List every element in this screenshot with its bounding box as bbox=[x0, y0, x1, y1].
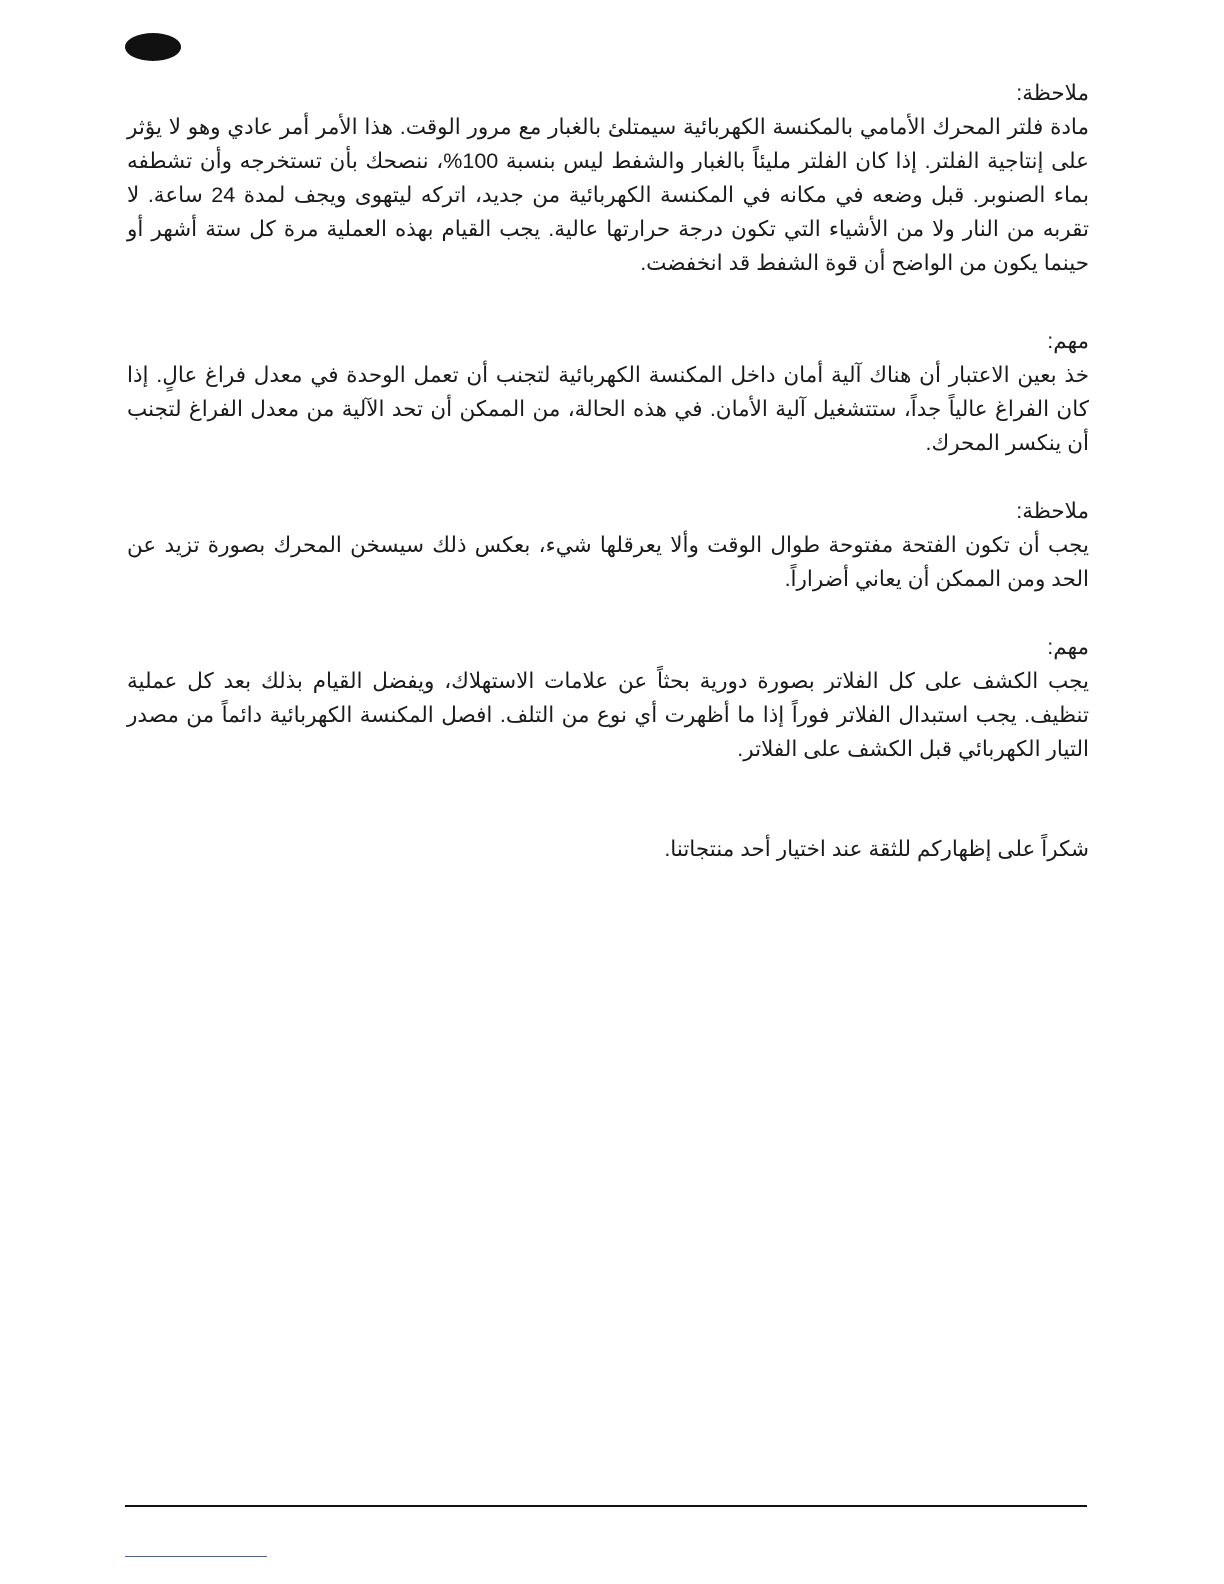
section-body: مادة فلتر المحرك الأمامي بالمكنسة الكهربائية سيمتلئ بالغبار مع مرور الوقت. هذا الأمر أمر عادي وهو لا يؤثر على إنتاجية الفلتر. إذا كان الفلتر مليئاً بالغبار والشفط ليس بنسبة 100%، ننصحك بأن تستخرجه وأن تشطفه بماء الصنوبر. قبل وضعه في مكانه في المكنسة الكهربائية من جديد، اتركه ليتهوى ويجف لمدة 24 ساعة. لا تقربه من النار ولا من الأشياء التي تكون درجة حرارتها عالية. يجب القيام بهذه العملية مرة كل ستة أشهر أو حينما يكون من الواضح أن قوة الشفط قد انخفضت. bbox=[127, 115, 1089, 275]
section-body: خذ بعين الاعتبار أن هناك آلية أمان داخل المكنسة الكهربائية لتجنب أن تعمل الوحدة في معدل فراغ عالٍ. إذا كان الفراغ عالياً جداً، ستتشغيل آلية الأمان. في هذه الحالة، من الممكن أن تحد الآلية من معدل الفراغ لتجنب أن ينكسر المحرك. bbox=[127, 363, 1089, 455]
footer-link-underline bbox=[125, 1556, 267, 1557]
section-body: يجب أن تكون الفتحة مفتوحة طوال الوقت وألا يعرقلها شيء، بعكس ذلك سيسخن المحرك بصورة تزيد عن الحد ومن الممكن أن يعاني أضراراً. bbox=[127, 533, 1089, 591]
section-heading: مهم: bbox=[1047, 635, 1089, 659]
closing-thanks: شكراً على إظهاركم للثقة عند اختيار أحد منتجاتنا. bbox=[664, 837, 1089, 861]
footer-divider bbox=[125, 1505, 1087, 1507]
manual-content bbox=[127, 76, 1089, 866]
important-section-safety bbox=[127, 324, 1089, 460]
note-section-filter bbox=[127, 76, 1089, 280]
section-body: يجب الكشف على كل الفلاتر بصورة دورية بحثاً عن علامات الاستهلاك، ويفضل القيام بذلك بعد كل عملية تنظيف. يجب استبدال الفلاتر فوراً إذا ما أظهرت أي نوع من التلف. افصل المكنسة الكهربائية دائماً من مصدر التيار الكهربائي قبل الكشف على الفلاتر. bbox=[127, 669, 1089, 761]
note-section-vent bbox=[127, 494, 1089, 596]
section-heading: مهم: bbox=[1047, 329, 1089, 353]
language-badge bbox=[125, 33, 181, 61]
section-heading: ملاحظة: bbox=[1016, 81, 1089, 105]
section-heading: ملاحظة: bbox=[1016, 499, 1089, 523]
important-section-inspection bbox=[127, 630, 1089, 766]
